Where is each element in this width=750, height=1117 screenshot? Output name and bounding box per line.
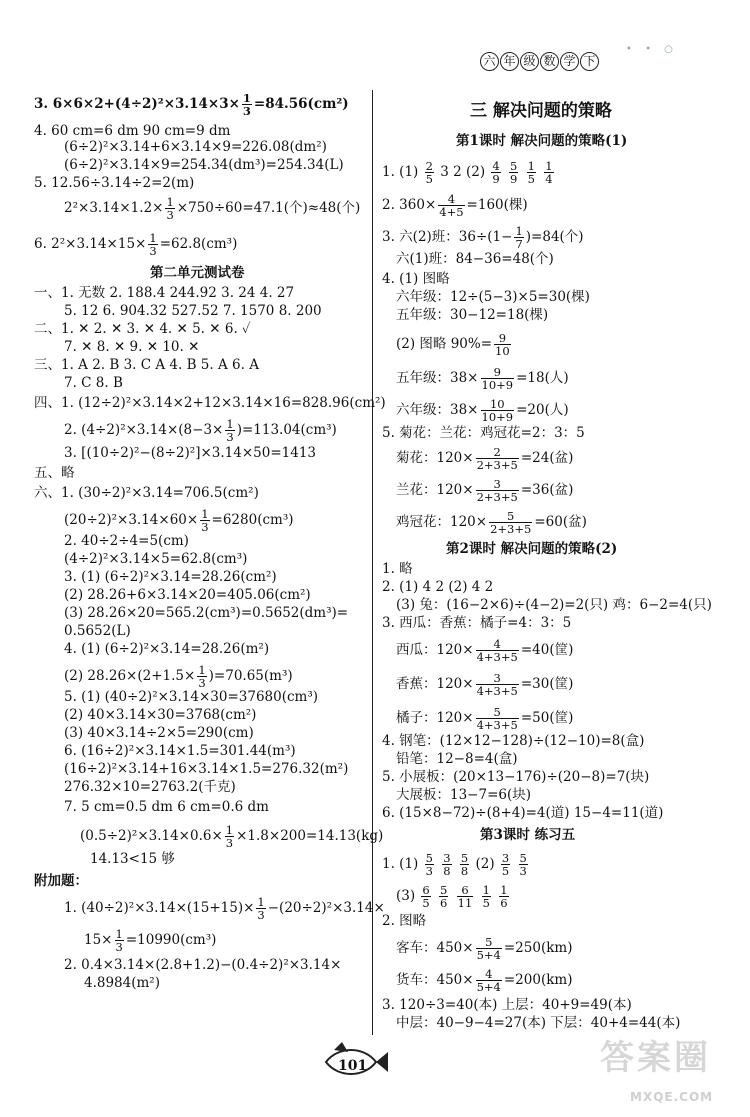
answer-line: 7. C 8. B <box>64 375 123 391</box>
answer-line: (16÷2)²×3.14+16×3.14×1.5=276.32(m²) <box>64 761 349 777</box>
answer-line: 15× $\frac{1}{3}$ =10990(cm³) <box>84 927 217 954</box>
answer-line: 五、略 <box>34 465 75 481</box>
section-title: 第2课时 解决问题的策略(2) <box>446 541 618 557</box>
answer-line: 6. (15×8−72)÷(8+4)=4(道) 15−4=11(道) <box>382 805 664 821</box>
answer-line: 3. 6×6×2+(4÷2)²×3.14×3× $\frac{1}{3}$ =84.56(cm²) <box>34 91 349 118</box>
answer-line: 中层：40−9−4=27(本) 下层：40+4=44(本) <box>396 1015 681 1031</box>
answer-line: 5. 12.56÷3.14÷2=2(m) <box>34 175 195 191</box>
column-divider <box>372 90 373 1035</box>
answer-line: 4. (1) (6÷2)²×3.14=28.26(m²) <box>64 641 270 657</box>
answer-line: 7. ✕ 8. ✕ 9. ✕ 10. ✕ <box>64 339 200 355</box>
section-title: 附加题： <box>34 873 88 889</box>
answer-line: 2. (4÷2)²×3.14×(8−3× $\frac{1}{3}$ )=113.04(cm³) <box>64 417 337 444</box>
answer-line: 5. (1) (40÷2)²×3.14×30=37680(cm³) <box>64 689 319 705</box>
answer-line: (6÷2)²×3.14×9=254.34(dm³)=254.34(L) <box>64 157 344 173</box>
answer-line: 2. 40÷2÷4=5(cm) <box>64 533 189 549</box>
answer-line: (3) 40×3.14÷2×5=290(cm) <box>64 725 254 741</box>
answer-line: 铅笔：12−8=4(盒) <box>396 751 518 767</box>
answer-line: (20÷2)²×3.14×60× $\frac{1}{3}$ =6280(cm³) <box>64 507 294 534</box>
watermark-url: MXQE.COM <box>630 1090 714 1104</box>
answer-line: 六年级：38× $\frac{10}{10+9}$ =20(人) <box>396 397 569 424</box>
answer-line: 4. 钢笔：(12×12−128)÷(12−10)=8(盒) <box>382 733 645 749</box>
answer-line: 3. 西瓜：香蕉：橘子=4：3：5 <box>382 615 572 631</box>
answer-line: (3) $\frac{6}{5}$ $\frac{5}{6}$ $\frac{6}{11}$ $\frac{1}{5}$ $\frac{1}{6}$ <box>396 883 508 910</box>
chapter-title: 三 解决问题的策略 <box>470 101 612 121</box>
answer-line: 鸡冠花：120× $\frac{5}{2+3+5}$ =60(盆) <box>396 509 587 536</box>
header-char: 年 <box>500 52 519 71</box>
section-title: 第1课时 解决问题的策略(1) <box>456 133 628 149</box>
answer-line: 276.32×10=2763.2(千克) <box>64 779 236 795</box>
answer-line: 六年级：12÷(5−3)×5=30(棵) <box>396 289 590 305</box>
answer-line: (2) 图略 90%= $\frac{9}{10}$ <box>396 331 510 358</box>
watermark-logo: 答案圈 <box>600 1038 711 1078</box>
answer-line: 2. 360× $\frac{4}{4+5}$ =160(棵) <box>382 192 528 219</box>
answer-line: 7. 5 cm=0.5 dm 6 cm=0.6 dm <box>64 799 269 815</box>
answer-line: 大展板：13−7=6(块) <box>396 787 532 803</box>
answer-line: 6. (16÷2)²×3.14×1.5=301.44(m³) <box>64 743 296 759</box>
answer-line: 14.13<15 够 <box>90 851 175 867</box>
answer-line: (6÷2)²×3.14+6×3.14×9=226.08(dm²) <box>64 139 327 155</box>
page-number: 101 <box>338 1058 368 1074</box>
answer-line: 五年级：30−12=18(棵) <box>396 307 549 323</box>
answer-line: 3. 120÷3=40(本) 上层：40+9=49(本) <box>382 997 632 1013</box>
answer-line: 5. 菊花：兰花：鸡冠花=2：3：5 <box>382 425 585 441</box>
answer-line: 橘子：120× $\frac{5}{4+3+5}$ =50(筐) <box>396 705 574 732</box>
header-char: 学 <box>560 52 579 71</box>
answer-line: (4÷2)²×3.14×5=62.8(cm³) <box>64 551 248 567</box>
answer-line: 4.8984(m²) <box>84 975 160 991</box>
answer-line: 三、1. A 2. B 3. C A 4. B 5. A 6. A <box>34 357 259 373</box>
answer-line: 五年级：38× $\frac{9}{10+9}$ =18(人) <box>396 365 569 392</box>
answer-line: 3. 六(2)班：36÷(1− $\frac{1}{7}$ )=84(个) <box>382 224 584 251</box>
answer-line: 1. 略 <box>382 561 413 577</box>
answer-line: 3. (1) (6÷2)²×3.14=28.26(cm²) <box>64 569 277 585</box>
answer-line: 一、1. 无数 2. 188.4 244.92 3. 24 4. 27 <box>34 285 295 301</box>
answer-line: 六、1. (30÷2)²×3.14=706.5(cm²) <box>34 485 259 501</box>
header-char: 六 <box>480 52 499 71</box>
answer-line: 3. [(10÷2)²−(8÷2)²]×3.14×50=1413 <box>64 445 317 461</box>
answer-line: (3) 28.26×20=565.2(cm³)=0.5652(dm³)= <box>64 605 349 621</box>
answer-line: 4. (1) 图略 <box>382 271 450 287</box>
section-title: 第二单元测试卷 <box>150 265 245 281</box>
answer-line: 2. 0.4×3.14×(2.8+1.2)−(0.4÷2)²×3.14× <box>64 957 342 973</box>
header-char: 级 <box>520 52 539 71</box>
answer-line: 兰花：120× $\frac{3}{2+3+5}$ =36(盆) <box>396 477 574 504</box>
answer-line: 5. 小展板：(20×13−176)÷(20−8)=7(块) <box>382 769 650 785</box>
answer-line: 5. 12 6. 904.32 527.52 7. 1570 8. 200 <box>64 303 322 319</box>
book-header-badge <box>480 52 600 71</box>
answer-line: (0.5÷2)²×3.14×0.6× $\frac{1}{3}$ ×1.8×200=14.13(kg) <box>80 823 384 850</box>
answer-line: (3) 兔：(16−2×6)÷(4−2)=2(只) 鸡：6−2=4(只) <box>396 597 712 613</box>
answer-line: 2. 图略 <box>382 913 427 929</box>
answer-line: 6. 2²×3.14×15× $\frac{1}{3}$ =62.8(cm³) <box>34 231 238 258</box>
answer-line: 二、1. ✕ 2. ✕ 3. ✕ 4. ✕ 5. ✕ 6. ✓ <box>34 321 251 337</box>
answer-line: (2) 28.26×(2+1.5× $\frac{1}{3}$ )=70.65(m³) <box>64 663 293 690</box>
answer-line: 1. (1) $\frac{2}{5}$ 3 2 (2) $\frac{4}{9}$ $\frac{5}{9}$ $\frac{1}{5}$ $\frac{1}{4}$ <box>382 159 553 186</box>
answer-line: 香蕉：120× $\frac{3}{4+3+5}$ =30(筐) <box>396 671 574 698</box>
answer-line: (2) 28.26+6×3.14×20=405.06(cm²) <box>64 587 311 603</box>
answer-line: 西瓜：120× $\frac{4}{4+3+5}$ =40(筐) <box>396 637 574 664</box>
answer-line: 菊花：120× $\frac{2}{2+3+5}$ =24(盆) <box>396 445 574 472</box>
decorative-dots-icon: • • ○ <box>626 44 678 55</box>
header-char: 下 <box>580 52 599 71</box>
section-title: 第3课时 练习五 <box>480 827 576 843</box>
answer-line: 客车：450× $\frac{5}{5+4}$ =250(km) <box>396 935 573 962</box>
answer-line: 货车：450× $\frac{4}{5+4}$ =200(km) <box>396 967 573 994</box>
answer-line: 1. (40÷2)²×3.14×(15+15)× $\frac{1}{3}$ −(20÷2)²×3.14× <box>64 895 385 922</box>
answer-line: 六(1)班：84−36=48(个) <box>396 251 554 267</box>
answer-line: 0.5652(L) <box>64 623 131 639</box>
answer-line: 1. (1) $\frac{5}{3}$ $\frac{3}{8}$ $\frac{5}{8}$ (2) $\frac{3}{5}$ $\frac{5}{3}$ <box>382 851 527 878</box>
answer-line: 四、1. (12÷2)²×3.14×2+12×3.14×16=828.96(cm²) <box>34 395 386 411</box>
header-char: 数 <box>540 52 559 71</box>
answer-line: 4. 60 cm=6 dm 90 cm=9 dm <box>34 123 231 139</box>
answer-line: 2²×3.14×1.2× $\frac{1}{3}$ ×750÷60=47.1(个)≈48(个) <box>64 195 361 222</box>
answer-line: (2) 40×3.14×30=3768(cm²) <box>64 707 257 723</box>
answer-line: 2. (1) 4 2 (2) 4 2 <box>382 579 494 595</box>
